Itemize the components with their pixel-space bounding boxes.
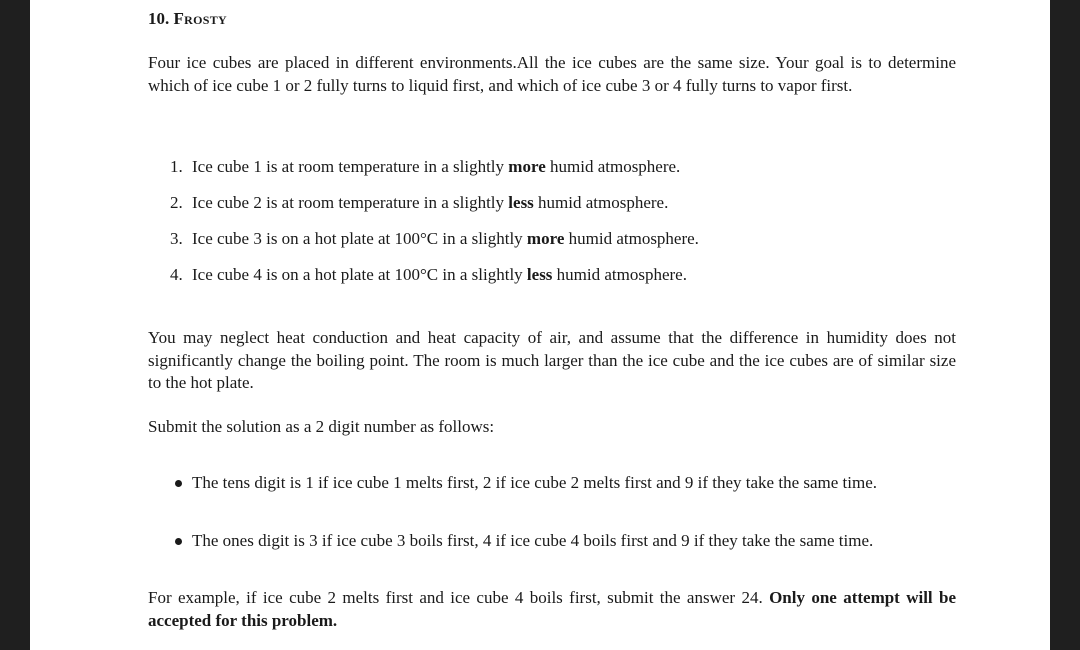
list-item-text-end: humid atmosphere. bbox=[568, 229, 699, 248]
list-item-number: 1. bbox=[170, 157, 183, 176]
list-item bbox=[148, 264, 956, 300]
assumptions-paragraph: You may neglect heat conduction and heat capacity of air, and assume that the difference in humidity does not significantly change the boiling point. The room is much larger than the ice cube and the ice cubes are of similar size to the hot plate. bbox=[148, 328, 956, 392]
list-item-emphasis: more bbox=[526, 229, 565, 248]
list-item-text-end: humid atmosphere. bbox=[538, 193, 669, 212]
example-text: For example, if ice cube 2 melts first and ice cube 4 boils first, submit the answer 24. bbox=[148, 588, 763, 607]
list-item-text: Ice cube 2 is at room temperature in a slightly bbox=[192, 193, 505, 212]
bullet-text: The ones digit is 3 if ice cube 3 boils first, 4 if ice cube 4 boils first and 9 if they take the same time. bbox=[192, 531, 874, 550]
list-item bbox=[148, 228, 956, 264]
example-paragraph bbox=[148, 587, 956, 632]
list-item-text: Ice cube 4 is on a hot plate at 100°C in a slightly bbox=[192, 265, 523, 284]
list-item-emphasis: less bbox=[508, 193, 534, 212]
submit-instructions: Submit the solution as a 2 digit number as follows: bbox=[148, 417, 495, 436]
list-item bbox=[148, 472, 956, 530]
document-page bbox=[30, 0, 1050, 650]
list-item-emphasis: less bbox=[526, 265, 553, 284]
list-item-text-end: humid atmosphere. bbox=[550, 157, 681, 176]
list-item-text: Ice cube 1 is at room temperature in a slightly bbox=[192, 157, 505, 176]
list-item-number: 4. bbox=[170, 265, 183, 284]
bullet-text: The tens digit is 1 if ice cube 1 melts first, 2 if ice cube 2 melts first and 9 if they take the same time. bbox=[192, 473, 878, 492]
list-item-text-end: humid atmosphere. bbox=[556, 265, 687, 284]
list-item-number: 3. bbox=[170, 229, 183, 248]
list-item bbox=[148, 156, 956, 192]
answer-format-list bbox=[148, 472, 956, 553]
list-item-emphasis: more bbox=[508, 157, 546, 176]
ice-cube-list bbox=[148, 156, 956, 300]
problem-number: 10. bbox=[148, 9, 170, 28]
example-bold-note: Only one attempt will be accepted for this problem. bbox=[148, 588, 957, 630]
bullet-icon bbox=[175, 538, 182, 545]
list-item bbox=[148, 530, 956, 553]
intro-paragraph: Four ice cubes are placed in different environments.All the ice cubes are the same size. Your goal is to determine which of ice cube 1 or 2 fully turns to liquid first, and which of ice cube 3 or 4 fully turns to vapor first. bbox=[148, 53, 956, 95]
list-item-number: 2. bbox=[170, 193, 183, 212]
list-item-text: Ice cube 3 is on a hot plate at 100°C in a slightly bbox=[192, 229, 523, 248]
problem-title: Frosty bbox=[173, 9, 228, 28]
problem-heading bbox=[148, 9, 227, 29]
list-item bbox=[148, 192, 956, 228]
bullet-icon bbox=[175, 480, 182, 487]
